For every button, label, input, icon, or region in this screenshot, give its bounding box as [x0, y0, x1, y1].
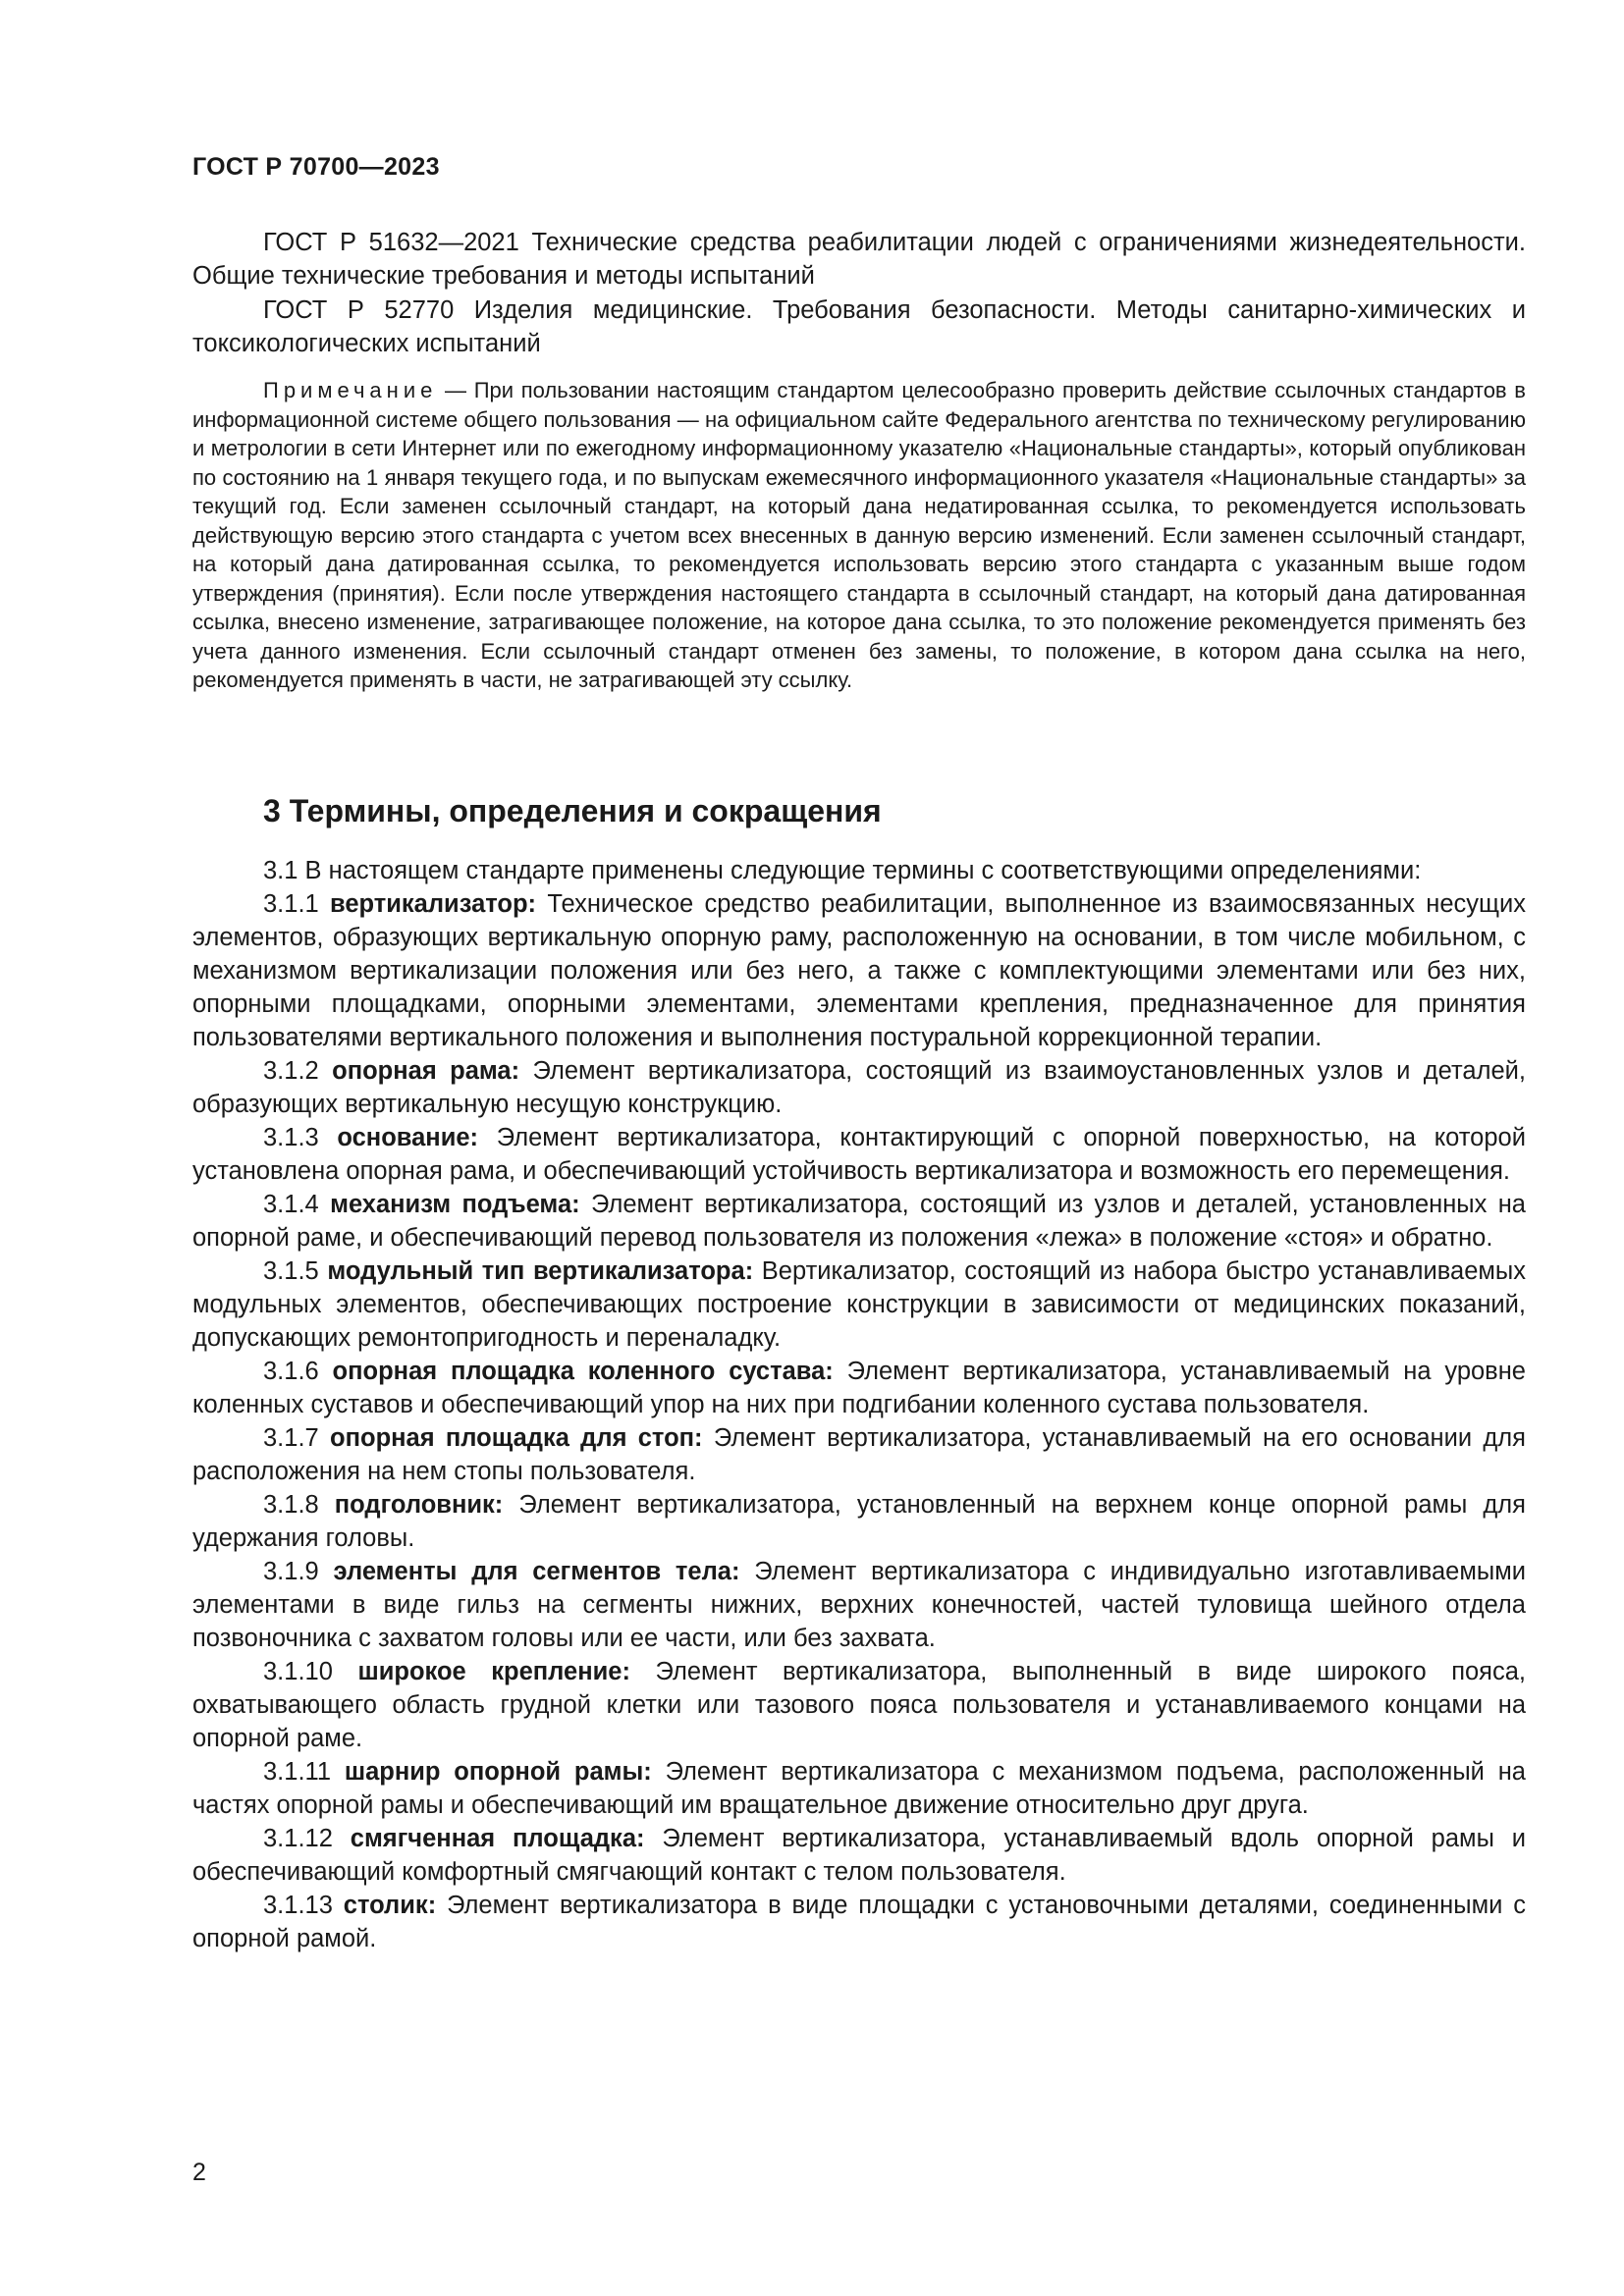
term-definition: [192, 1355, 1526, 1421]
reference-note: [192, 376, 1526, 695]
term-number: 3.1.5: [263, 1257, 328, 1285]
term-name: модульный тип вертикализатора:: [327, 1257, 754, 1285]
note-label: Примечание: [263, 378, 438, 402]
page-number: 2: [192, 2159, 206, 2186]
term-text: Элемент вертикализатора в виде площадки с установочными деталями, соединенными с опорной рамой.: [192, 1892, 1527, 1952]
term-name: шарнир опорной рамы:: [344, 1758, 652, 1786]
term-definition: [192, 1054, 1526, 1121]
term-number: 3.1.1: [263, 890, 330, 918]
terms-list: [192, 854, 1526, 1955]
term-number: 3.1.2: [263, 1057, 333, 1085]
section-title: 3 Термины, определения и сокращения: [263, 793, 882, 828]
term-text: Элемент вертикализатора, устанавливаемый вдоль опорной рамы и обеспечивающий комфортный смягчающий контакт с телом пользователя.: [192, 1825, 1526, 1886]
terms-intro: 3.1 В настоящем стандарте применены следующие термины с соответствующими определениями:: [263, 857, 1422, 884]
term-text: Элемент вертикализатора, выполненный в виде широкого пояса, охватывающего область грудной клетки или тазового пояса пользователя и устанавливаемого концами на опорной раме.: [192, 1658, 1527, 1752]
term-definition: [192, 1889, 1526, 1955]
term-name: широкое крепление:: [357, 1658, 630, 1685]
term-definition: [192, 1188, 1526, 1255]
term-number: 3.1.13: [263, 1892, 344, 1919]
term-name: подголовник:: [334, 1491, 504, 1519]
term-number: 3.1.8: [263, 1491, 335, 1519]
term-definition: [192, 1121, 1526, 1188]
term-definition: [192, 1655, 1526, 1755]
term-number: 3.1.11: [263, 1758, 345, 1786]
term-text: Техническое средство реабилитации, выполненное из взаимосвязанных несущих элементов, образующих вертикальную опорную раму, расположенную на основании, в том числе мобильном, с механизмом вертикализации положения или без него, а также с комплектующими элементами или без них, опорными площадками, опорными элементами, элементами крепления, предназначенное для принятия пользователями вертикального положения и выполнения постуральной коррекционной терапии.: [192, 890, 1526, 1051]
term-number: 3.1.10: [263, 1658, 358, 1685]
term-text: Элемент вертикализатора, состоящий из узлов и деталей, установленных на опорной раме, и обеспечивающий перевод пользователя из положения «лежа» в положение «стоя» и обратно.: [192, 1191, 1526, 1252]
term-name: основание:: [337, 1124, 479, 1151]
note-text: — При пользовании настоящим стандартом целесообразно проверить действие ссылочных стандартов в информационной системе общего пользования — на официальном сайте Федерального агентства по техническому регулированию и метрологии в сети Интернет или по ежегодному информационному указателю «Национальные стандарты», который опубликован по состоянию на 1 января текущего года, и по выпускам ежемесячного информационного указателя «Национальные стандарты» за текущий год. Если заменен ссылочный стандарт, на который дана недатированная ссылка, то рекомендуется использовать действующую версию этого стандарта с учетом всех внесенных в данную версию изменений. Если заменен ссылочный стандарт, на который дана датированная ссылка, то рекомендуется использовать версию этого стандарта с указанным выше годом утверждения (принятия). Если после утверждения настоящего стандарта в ссылочный стандарт, на который дана датированная ссылка, внесено изменение, затрагивающее положение, на которое дана ссылка, то это положение рекомендуется применять без учета данного изменения. Если ссылочный стандарт отменен без замены, то положение, в котором дана ссылка на него, рекомендуется применять в части, не затрагивающей эту ссылку.: [192, 378, 1526, 692]
term-number: 3.1.12: [263, 1825, 351, 1852]
term-definition: [192, 1488, 1526, 1555]
term-number: 3.1.6: [263, 1358, 333, 1385]
term-definition: [192, 1421, 1526, 1488]
term-name: столик:: [343, 1892, 437, 1919]
term-number: 3.1.9: [263, 1558, 334, 1585]
term-definition: [192, 1555, 1526, 1655]
term-definition: [192, 1822, 1526, 1889]
reference-item: ГОСТ Р 51632—2021 Технические средства реабилитации людей с ограничениями жизнедеятельности. Общие технические требования и методы испытаний: [192, 229, 1526, 290]
term-text: Элемент вертикализатора с индивидуально изготавливаемыми элементами в виде гильз на сегменты нижних, верхних конечностей, частей туловища шейного отдела позвоночника с захватом головы или ее части, или без захвата.: [192, 1558, 1526, 1652]
term-text: Элемент вертикализатора, состоящий из взаимоустановленных узлов и деталей, образующих вертикальную несущую конструкцию.: [192, 1057, 1526, 1118]
term-name: вертикализатор:: [329, 890, 537, 918]
term-definition: [192, 1755, 1526, 1822]
normative-references: [192, 226, 1526, 361]
term-text: Элемент вертикализатора, контактирующий с опорной поверхностью, на которой установлена опорная рама, и обеспечивающий устойчивость вертикализатора и возможность его перемещения.: [192, 1124, 1526, 1185]
term-name: элементы для сегментов тела:: [333, 1558, 740, 1585]
term-name: опорная площадка коленного сустава:: [332, 1358, 834, 1385]
document-code-header: ГОСТ Р 70700—2023: [192, 153, 440, 181]
term-number: 3.1.4: [263, 1191, 331, 1218]
reference-item: ГОСТ Р 52770 Изделия медицинские. Требования безопасности. Методы санитарно-химических и токсикологических испытаний: [192, 296, 1526, 357]
term-number: 3.1.3: [263, 1124, 338, 1151]
term-text: Элемент вертикализатора с механизмом подъема, расположенный на частях опорной рамы и обеспечивающий им вращательное движение относительно друг друга.: [192, 1758, 1526, 1819]
term-number: 3.1.7: [263, 1424, 331, 1452]
term-definition: [192, 1255, 1526, 1355]
term-name: смягченная площадка:: [350, 1825, 645, 1852]
term-name: опорная рама:: [332, 1057, 520, 1085]
term-text: Вертикализатор, состоящий из набора быстро устанавливаемых модульных элементов, обеспечивающих построение конструкции в зависимости от медицинских показаний, допускающих ремонтопригодность и переналадку.: [192, 1257, 1526, 1352]
term-text: Элемент вертикализатора, устанавливаемый на его основании для расположения на нем стопы пользователя.: [192, 1424, 1526, 1485]
term-name: механизм подъема:: [330, 1191, 580, 1218]
term-name: опорная площадка для стоп:: [330, 1424, 703, 1452]
term-text: Элемент вертикализатора, устанавливаемый на уровне коленных суставов и обеспечивающий упор на них при подгибании коленного сустава пользователя.: [192, 1358, 1526, 1418]
term-definition: [192, 887, 1526, 1054]
term-text: Элемент вертикализатора, установленный на верхнем конце опорной рамы для удержания головы.: [192, 1491, 1526, 1552]
